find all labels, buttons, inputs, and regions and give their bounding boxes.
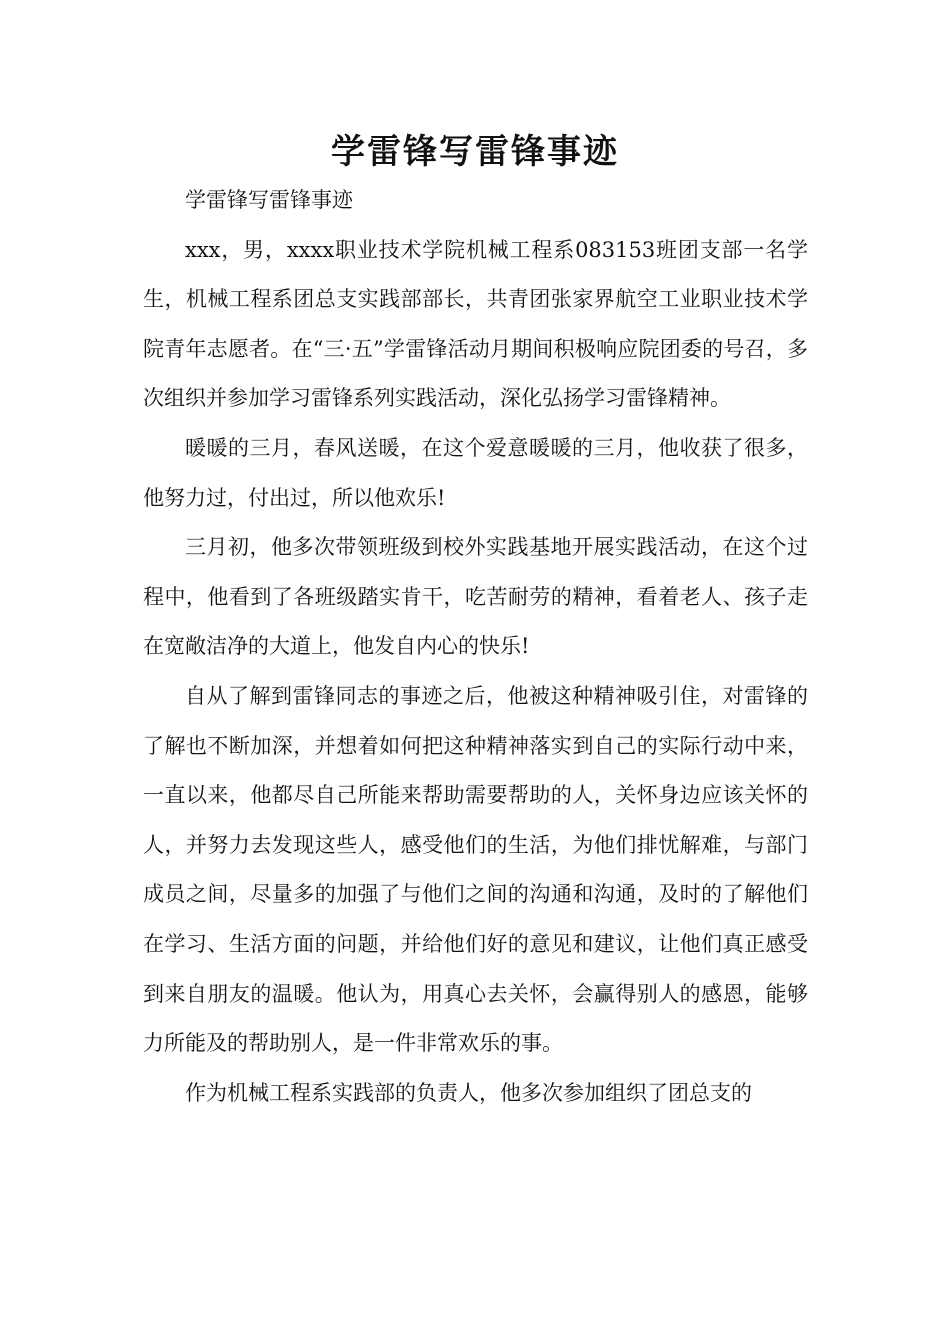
- document-body: [143, 176, 808, 1118]
- document-title: 学雷锋写雷锋事迹: [331, 132, 619, 172]
- paragraph: 暖暖的三月，春风送暖，在这个爱意暖暖的三月，他收获了很多，他努力过，付出过，所以他欢乐!: [143, 435, 808, 510]
- paragraph: 三月初，他多次带领班级到校外实践基地开展实践活动，在这个过程中，他看到了各班级踏实肯干，吃苦耐劳的精神，看着老人、孩子走在宽敞洁净的大道上，他发自内心的快乐!: [143, 535, 808, 659]
- paragraph-subtitle: 学雷锋写雷锋事迹: [185, 188, 353, 212]
- paragraph: 自从了解到雷锋同志的事迹之后，他被这种精神吸引住，对雷锋的了解也不断加深，并想着如何把这种精神落实到自己的实际行动中来，一直以来，他都尽自己所能来帮助需要帮助的人，关怀身边应该关怀的人，并努力去发现这些人，感受他们的生活，为他们排忧解难，与部门成员之间，尽量多的加强了与他们之间的沟通和沟通，及时的了解他们在学习、生活方面的问题，并给他们好的意见和建议，让他们真正感受到来自朋友的温暖。他认为，用真心去关怀，会赢得别人的感恩，能够力所能及的帮助别人，是一件非常欢乐的事。: [143, 683, 808, 1056]
- paragraph: 作为机械工程系实践部的负责人，他多次参加组织了团总支的: [185, 1080, 752, 1105]
- paragraph: xxx，男，xxxx职业技术学院机械工程系083153班团支部一名学生，机械工程系团总支实践部部长，共青团张家界航空工业职业技术学院青年志愿者。在“三·五”学雷锋活动月期间积极响应院团委的号召，多次组织并参加学习雷锋系列实践活动，深化弘扬学习雷锋精神。: [143, 237, 808, 411]
